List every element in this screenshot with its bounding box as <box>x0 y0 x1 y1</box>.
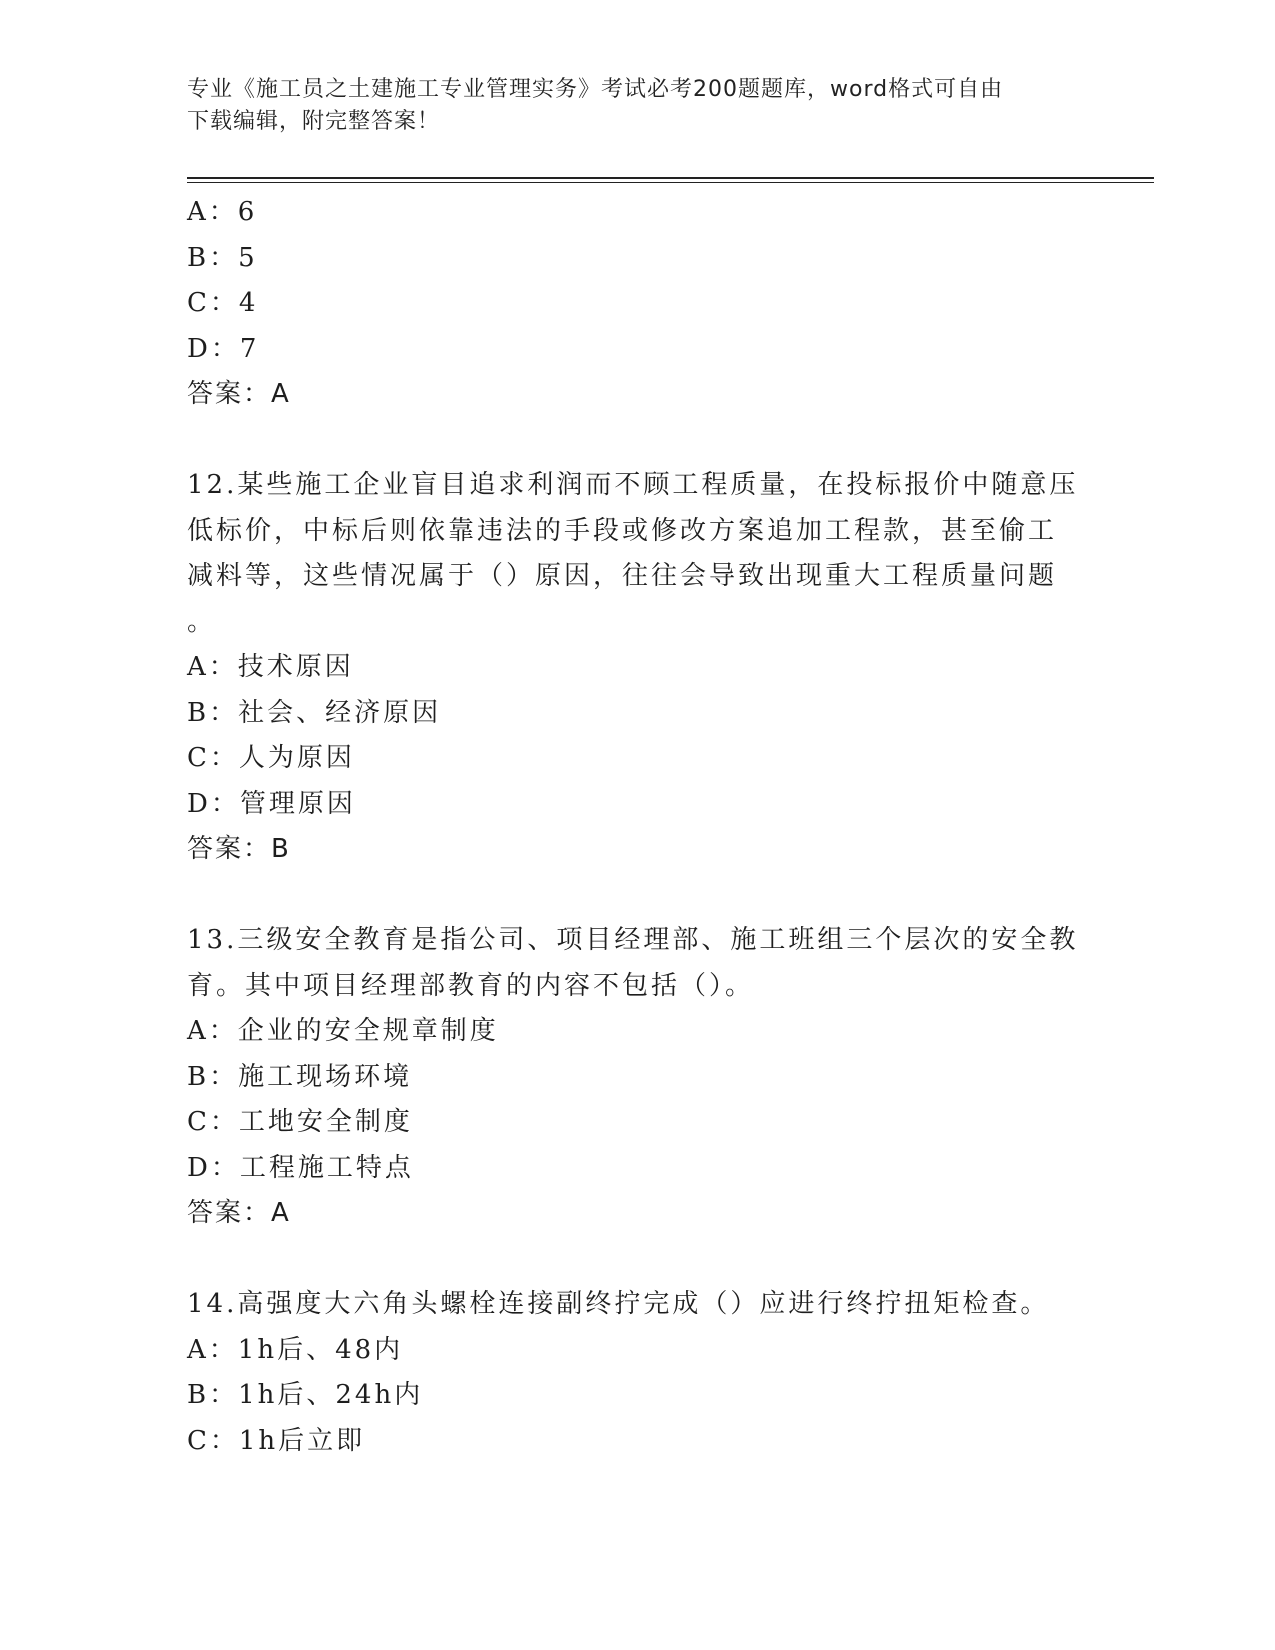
answer-line: 答案：A <box>187 1198 291 1228</box>
prev-question-block <box>187 190 1087 418</box>
question-14 <box>187 1282 1087 1464</box>
answer-line: 答案：B <box>187 834 291 864</box>
option-a: A：1h后、48内 <box>187 1334 404 1365</box>
option-c: C：人为原因 <box>187 743 355 773</box>
option-a: A：6 <box>187 197 258 227</box>
question-text-line: 低标价，中标后则依靠违法的手段或修改方案追加工程款，甚至偷工 <box>187 515 1058 546</box>
option-a: A：企业的安全规章制度 <box>187 1016 499 1046</box>
question-text-line: 。 <box>187 606 217 637</box>
question-text-line: 12.某些施工企业盲目追求利润而不顾工程质量，在投标报价中随意压 <box>187 470 1079 500</box>
option-b: B：社会、经济原因 <box>187 697 442 728</box>
question-text-line: 育。其中项目经理部教育的内容不包括（）。 <box>187 970 755 1001</box>
option-b: B：5 <box>187 242 258 273</box>
option-d: D：7 <box>187 333 260 364</box>
header-divider-thin <box>187 182 1154 183</box>
question-13 <box>187 918 1087 1237</box>
option-d: D：工程施工特点 <box>187 1152 414 1183</box>
option-c: C：4 <box>187 288 259 318</box>
document-header <box>187 74 1067 138</box>
option-b: B：施工现场环境 <box>187 1061 413 1092</box>
question-text-line: 14.高强度大六角头螺栓连接副终拧完成（）应进行终拧扭矩检查。 <box>187 1289 1050 1319</box>
option-d: D：管理原因 <box>187 788 356 819</box>
question-text-line: 13.三级安全教育是指公司、项目经理部、施工班组三个层次的安全教 <box>187 925 1079 955</box>
option-b: B：1h后、24h内 <box>187 1380 424 1410</box>
header-divider <box>187 177 1154 179</box>
header-line-2: 下载编辑，附完整答案！ <box>187 109 441 134</box>
option-c: C：1h后立即 <box>187 1425 366 1456</box>
answer-line: 答案：A <box>187 379 291 409</box>
question-12 <box>187 463 1087 873</box>
question-text-line: 减料等，这些情况属于（）原因，往往会导致出现重大工程质量问题 <box>187 561 1058 591</box>
option-c: C：工地安全制度 <box>187 1107 413 1137</box>
option-a: A：技术原因 <box>187 652 354 682</box>
header-line-1: 专业《施工员之土建施工专业管理实务》考试必考200题题库，word格式可自由 <box>187 77 1004 102</box>
questions-content <box>187 190 1087 1464</box>
